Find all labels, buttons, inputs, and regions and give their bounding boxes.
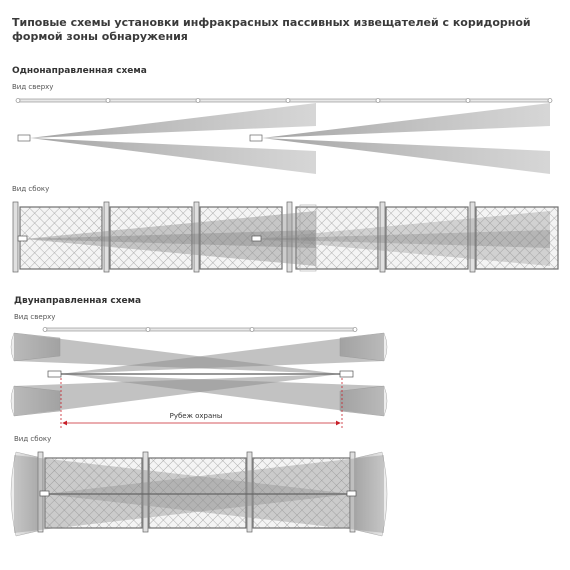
boundary-label: Рубеж охраны	[169, 412, 223, 420]
detector-left	[48, 371, 61, 377]
fence-top-line-2	[45, 328, 355, 331]
side-detector-1	[18, 236, 27, 241]
one-way-top-view	[16, 99, 552, 175]
side-detector-right	[347, 491, 356, 496]
beam-lower-1	[30, 138, 316, 174]
two-way-side-view	[11, 452, 387, 536]
detector-right	[340, 371, 353, 377]
page-title: Типовые схемы установки инфракрасных пассивных извещателей с коридорной формой зоны обнаружения	[12, 16, 531, 43]
detector-1	[18, 135, 30, 141]
one-way-side-view	[13, 202, 558, 272]
beam-upper-1	[30, 103, 316, 138]
two-way-side-view-label: Вид сбоку	[14, 435, 52, 443]
side-detector-2	[252, 236, 261, 241]
one-way-top-view-label: Вид сверху	[12, 83, 54, 91]
two-way-heading: Двунаправленная схема	[14, 296, 142, 306]
one-way-heading: Однонаправленная схема	[12, 66, 147, 76]
one-way-side-view-label: Вид сбоку	[12, 185, 50, 193]
two-way-top-view-label: Вид сверху	[14, 313, 56, 321]
side-detector-left	[40, 491, 49, 496]
detector-2	[250, 135, 262, 141]
